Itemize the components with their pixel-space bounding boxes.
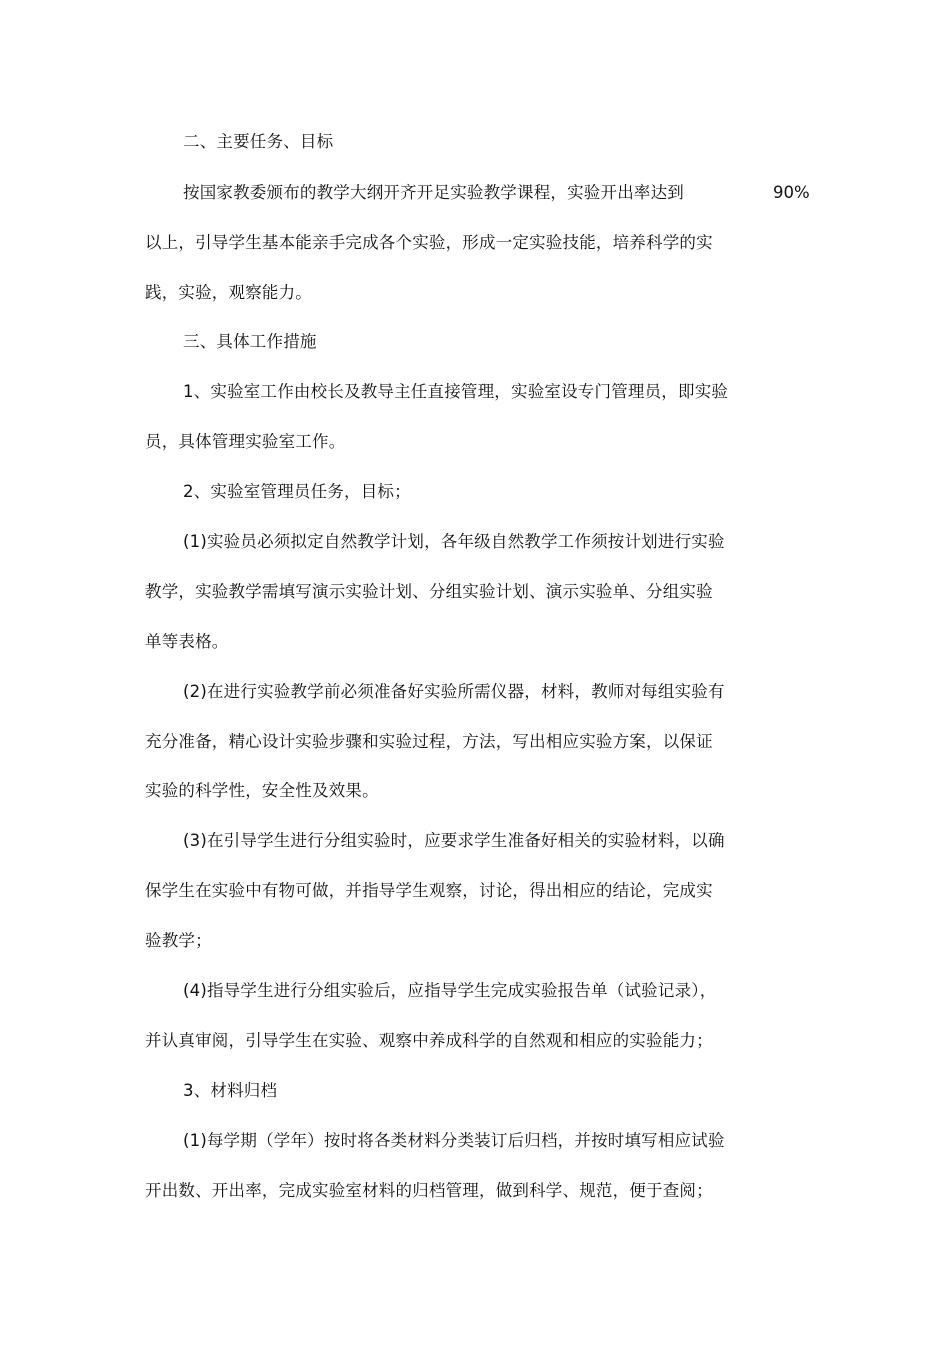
paragraph-line: 2、实验室管理员任务，目标； — [183, 482, 411, 501]
paragraph-line: 验教学； — [145, 931, 212, 950]
paragraph-line: 保学生在实验中有物可做，并指导学生观察，讨论，得出相应的结论，完成实 — [145, 881, 713, 900]
paragraph-line: 开出数、开出率，完成实验室材料的归档管理，做到科学、规范，便于查阅； — [145, 1181, 713, 1200]
paragraph-line: (2)在进行实验教学前必须准备好实验所需仪器，材料，教师对每组实验有 — [183, 682, 725, 701]
section-heading-tasks: 二、主要任务、目标 — [183, 132, 334, 151]
paragraph-line: 践，实验，观察能力。 — [145, 283, 312, 302]
percentage-value: 90% — [773, 183, 810, 202]
paragraph-line: 单等表格。 — [145, 632, 229, 651]
paragraph-line: 员，具体管理实验室工作。 — [145, 432, 346, 451]
section-heading-measures: 三、具体工作措施 — [183, 332, 317, 351]
paragraph-line: 以上，引导学生基本能亲手完成各个实验，形成一定实验技能，培养科学的实 — [145, 233, 713, 252]
paragraph-line: (1)每学期（学年）按时将各类材料分类装订后归档，并按时填写相应试验 — [183, 1131, 725, 1150]
paragraph-line: 实验的科学性，安全性及效果。 — [145, 781, 379, 800]
paragraph-line: 教学，实验教学需填写演示实验计划、分组实验计划、演示实验单、分组实验 — [145, 582, 713, 601]
paragraph-line: (4)指导学生进行分组实验后，应指导学生完成实验报告单（试验记录）， — [183, 981, 717, 1000]
paragraph-line: (3)在引导学生进行分组实验时，应要求学生准备好相关的实验材料，以确 — [183, 831, 725, 850]
section-heading-archiving: 3、材料归档 — [183, 1081, 278, 1100]
paragraph-line: (1)实验员必须拟定自然教学计划，各年级自然教学工作须按计划进行实验 — [183, 532, 725, 551]
paragraph-line: 并认真审阅，引导学生在实验、观察中养成科学的自然观和相应的实验能力； — [145, 1031, 713, 1050]
paragraph-line: 按国家教委颁布的教学大纲开齐开足实验教学课程，实验开出率达到 — [183, 183, 684, 202]
paragraph-line: 1、实验室工作由校长及教导主任直接管理，实验室设专门管理员，即实验 — [183, 382, 729, 401]
paragraph-line: 充分准备，精心设计实验步骤和实验过程，方法，写出相应实验方案，以保证 — [145, 732, 713, 751]
